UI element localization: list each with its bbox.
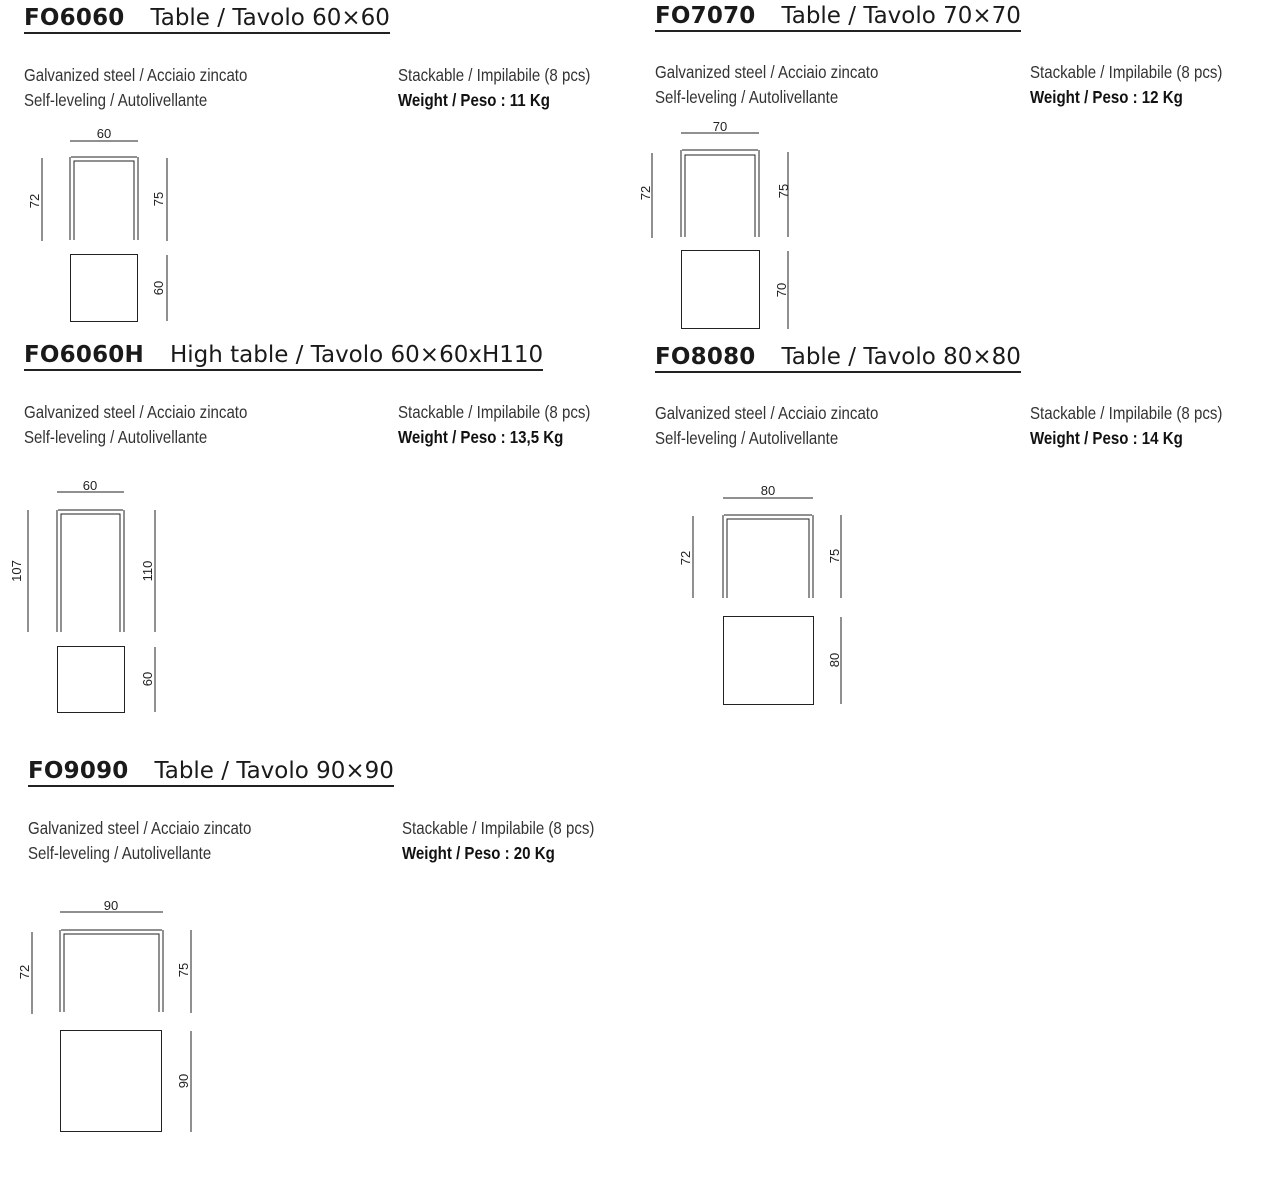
stackable-text: Stackable / Impilabile (8 pcs) [398,402,591,422]
product-fo6060h [9,342,624,722]
product-fo6060 [24,5,624,330]
feature-text: Self-leveling / Autolivellante [24,90,208,110]
product-name: Table / Tavolo 80×80 [781,344,1021,370]
product-name: Table / Tavolo 60×60 [150,5,390,31]
product-code: FO6060H [24,342,144,368]
dim-top-height-label: 72 [638,185,653,201]
stackable-text: Stackable / Impilabile (8 pcs) [402,818,595,838]
table-front-view [70,157,138,240]
material-text: Galvanized steel / Acciaio zincato [655,62,879,82]
dim-total-height-label: 75 [827,548,842,564]
weight-text: Weight / Peso : 13,5 Kg [398,427,564,447]
product-title [24,342,543,371]
dim-top-height-label: 72 [27,193,42,209]
table-top-view [724,617,814,705]
feature-text: Self-leveling / Autolivellante [655,428,839,448]
spec-left [24,63,247,113]
dim-depth-label: 70 [774,282,789,298]
stackable-text: Stackable / Impilabile (8 pcs) [398,65,591,85]
dim-depth-label: 60 [151,280,166,296]
dim-depth-label: 90 [176,1073,191,1089]
table-top-view [58,647,125,713]
spec-right [402,816,594,866]
weight-text: Weight / Peso : 14 Kg [1030,428,1183,448]
spec-left [655,401,878,451]
product-code: FO6060 [24,5,125,31]
spec-right [1030,401,1222,451]
product-title [655,3,1021,32]
spec-left [24,400,247,450]
dim-width-label: 70 [712,119,728,134]
spec-left [28,816,251,866]
product-name: Table / Tavolo 70×70 [781,3,1021,29]
weight-text: Weight / Peso : 12 Kg [1030,87,1183,107]
product-code: FO8080 [655,344,756,370]
material-text: Galvanized steel / Acciaio zincato [24,65,248,85]
table-top-view [682,251,760,329]
dim-width-label: 80 [760,483,776,498]
material-text: Galvanized steel / Acciaio zincato [655,403,879,423]
product-code: FO9090 [28,758,129,784]
dimension-drawing [9,474,184,714]
product-fo8080 [655,344,1255,714]
stackable-text: Stackable / Impilabile (8 pcs) [1030,62,1223,82]
dim-depth-label: 60 [140,671,155,687]
product-name: Table / Tavolo 90×90 [154,758,394,784]
dim-total-height-label: 75 [776,183,791,199]
dim-total-height-label: 75 [151,191,166,207]
dim-top-height-label: 72 [678,550,693,566]
dim-top-height-label: 107 [9,560,24,582]
dimension-drawing [8,894,208,1134]
table-front-view [681,150,759,237]
product-title [655,344,1021,373]
product-fo7070 [638,3,1255,333]
table-front-view [60,930,163,1012]
feature-text: Self-leveling / Autolivellante [24,427,208,447]
dim-total-height-label: 110 [140,560,155,582]
weight-text: Weight / Peso : 20 Kg [402,843,555,863]
table-top-view [71,255,138,322]
spec-right [1030,60,1222,110]
product-title [24,5,390,34]
dimension-drawing [638,115,815,330]
feature-text: Self-leveling / Autolivellante [28,843,212,863]
spec-left [655,60,878,110]
dim-width-label: 60 [96,126,112,141]
weight-text: Weight / Peso : 11 Kg [398,90,550,110]
product-name: High table / Tavolo 60×60xH110 [169,342,544,368]
stackable-text: Stackable / Impilabile (8 pcs) [1030,403,1223,423]
dimension-drawing [675,478,885,708]
spec-right [398,400,590,450]
feature-text: Self-leveling / Autolivellante [655,87,839,107]
dim-top-height-label: 72 [17,964,32,980]
dim-depth-label: 80 [827,652,842,668]
dim-width-label: 60 [82,478,98,493]
table-front-view [723,515,813,598]
dim-width-label: 90 [103,898,119,913]
table-front-view [57,510,124,632]
table-top-view [61,1031,162,1132]
material-text: Galvanized steel / Acciaio zincato [24,402,248,422]
material-text: Galvanized steel / Acciaio zincato [28,818,252,838]
dimension-drawing [24,123,194,323]
product-title [28,758,394,787]
product-fo9090 [17,758,628,1138]
product-code: FO7070 [655,3,756,29]
spec-right [398,63,590,113]
dim-total-height-label: 75 [176,962,191,978]
